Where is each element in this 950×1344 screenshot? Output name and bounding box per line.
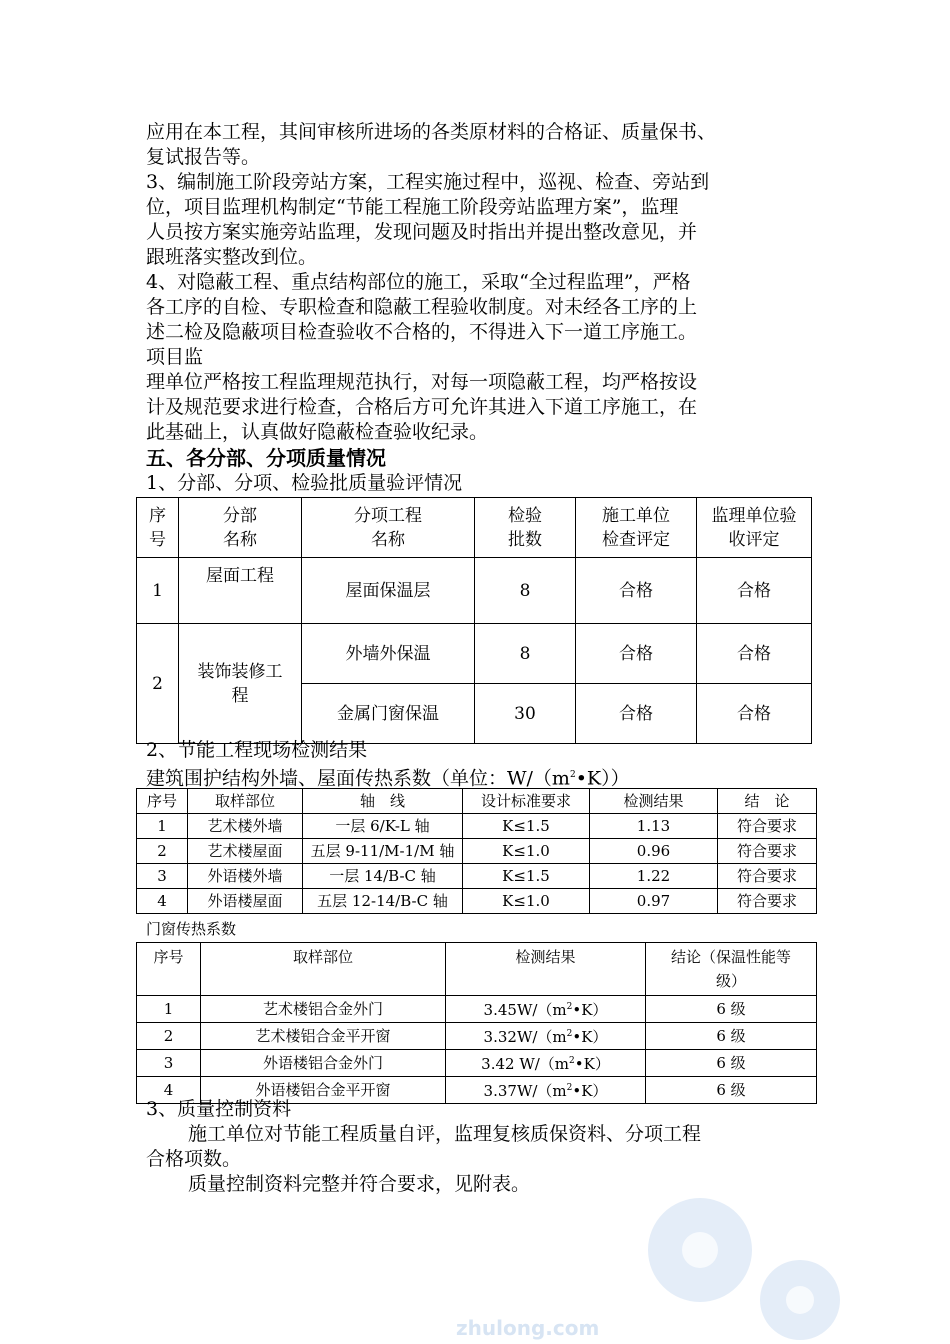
value-sup: 2 [566, 1029, 573, 1039]
section-3 [146, 1097, 816, 1197]
header-cell: 检测结果 [590, 789, 718, 814]
table-cell: 艺术楼屋面 [188, 839, 303, 864]
table-cell: 1.22 [590, 864, 718, 889]
table-cell: 一层 14/B-C 轴 [303, 864, 463, 889]
cell-contractor: 合格 [576, 624, 697, 684]
header-cell: 结 论 [718, 789, 817, 814]
cell-item: 屋面保温层 [302, 558, 475, 624]
table-cell: 2 [137, 839, 188, 864]
header-cell: 分项工程 名称 [302, 498, 475, 558]
header-cell: 分部 名称 [179, 498, 302, 558]
table-header-row [137, 943, 817, 996]
value-tail: •K） [572, 1001, 608, 1019]
value-sup: 2 [566, 1083, 573, 1093]
header-cell: 监理单位验 收评定 [697, 498, 812, 558]
intro-line: 3、编制施工阶段旁站方案，工程实施过程中，巡视、检查、旁站到 [146, 171, 710, 193]
value-text: 3.42 W/（m [481, 1055, 570, 1073]
intro-line: 位，项目监理机构制定“节能工程施工阶段旁站监理方案”，监理 [146, 196, 679, 218]
header-cell: 检验 批数 [475, 498, 576, 558]
table-row [137, 889, 817, 914]
cell-grade: 6 级 [646, 1023, 817, 1050]
cell-grade: 6 级 [646, 1050, 817, 1077]
cell-no: 4 [137, 1077, 201, 1104]
table-cell: K≤1.0 [463, 889, 590, 914]
table-cell: 艺术楼外墙 [188, 814, 303, 839]
sub1-title: 1、分部、分项、检验批质量验评情况 [146, 472, 463, 494]
intro-text [146, 120, 816, 496]
table-cell: K≤1.5 [463, 864, 590, 889]
table-cell: 1.13 [590, 814, 718, 839]
caption-text: 建筑围护结构外墙、屋面传热系数（单位：W/（m [146, 767, 570, 790]
intro-line: 跟班落实整改到位。 [146, 246, 318, 268]
watermark-snowflake-icon [640, 1190, 850, 1344]
caption-tail: •K）） [575, 767, 630, 790]
cell-no: 1 [137, 558, 179, 624]
table3-caption: 门窗传热系数 [146, 920, 237, 938]
cell-contractor: 合格 [576, 558, 697, 624]
cell-contractor: 合格 [576, 684, 697, 744]
cell-no: 1 [137, 996, 201, 1023]
cell-supervisor: 合格 [697, 684, 812, 744]
heat-transfer-table [136, 788, 817, 914]
cell-no: 3 [137, 1050, 201, 1077]
value-text: 3.37W/（m [483, 1082, 567, 1100]
watermark-text: zhulong.com [456, 1316, 600, 1340]
header-cell: 取样部位 [188, 789, 303, 814]
value-text: 3.45W/（m [483, 1001, 567, 1019]
table-row [137, 996, 817, 1023]
intro-line: 应用在本工程，其间审核所进场的各类原材料的合格证、质量保书、 [146, 121, 717, 143]
cell-supervisor: 合格 [697, 558, 812, 624]
intro-line: 4、对隐蔽工程、重点结构部位的施工，采取“全过程监理”，严格 [146, 271, 691, 293]
table-cell: 符合要求 [718, 889, 817, 914]
cell-location: 外语楼铝合金外门 [201, 1050, 446, 1077]
value-tail: •K） [574, 1055, 610, 1073]
cell-value [446, 1050, 646, 1077]
caption-sup: 2 [569, 770, 576, 780]
intro-line: 复试报告等。 [146, 146, 261, 168]
table-header-row [137, 498, 812, 558]
table-cell: 符合要求 [718, 839, 817, 864]
cell-batches: 8 [475, 624, 576, 684]
value-text: 3.32W/（m [483, 1028, 567, 1046]
cell-batches: 8 [475, 558, 576, 624]
sub3-para1-cont: 合格项数。 [146, 1148, 242, 1170]
section-heading: 五、各分部、分项质量情况 [146, 446, 386, 470]
header-cell: 序号 [137, 789, 188, 814]
cell-value [446, 1023, 646, 1050]
cell-location: 艺术楼铝合金外门 [201, 996, 446, 1023]
table-row [137, 624, 812, 684]
table-cell: 外语楼屋面 [188, 889, 303, 914]
value-tail: •K） [572, 1082, 608, 1100]
table-cell: 符合要求 [718, 814, 817, 839]
intro-line: 述二检及隐蔽项目检查验收不合格的，不得进入下一道工序施工。 [146, 321, 698, 343]
cell-supervisor: 合格 [697, 624, 812, 684]
sub3-para2: 质量控制资料完整并符合要求，见附表。 [188, 1173, 531, 1195]
table-cell: 外语楼外墙 [188, 864, 303, 889]
table-cell: 0.96 [590, 839, 718, 864]
table-header-row [137, 789, 817, 814]
cell-item: 金属门窗保温 [302, 684, 475, 744]
table-cell: 一层 6/K-L 轴 [303, 814, 463, 839]
header-cell: 轴 线 [303, 789, 463, 814]
header-cell: 设计标准要求 [463, 789, 590, 814]
value-sup: 2 [566, 1002, 573, 1012]
cell-no: 2 [137, 1023, 201, 1050]
header-cell: 结论（保温性能等 级） [646, 943, 817, 996]
sub3-para1: 施工单位对节能工程质量自评，监理复核质保资料、分项工程 [188, 1123, 702, 1145]
sub3-title: 3、质量控制资料 [146, 1098, 292, 1120]
table-cell: 五层 9-11/M-1/M 轴 [303, 839, 463, 864]
table-row [137, 558, 812, 624]
value-tail: •K） [572, 1028, 608, 1046]
header-cell: 取样部位 [201, 943, 446, 996]
table-cell: 符合要求 [718, 864, 817, 889]
table-row [137, 1023, 817, 1050]
cell-location: 艺术楼铝合金平开窗 [201, 1023, 446, 1050]
table-cell: 4 [137, 889, 188, 914]
intro-line: 项目监 [146, 346, 204, 368]
cell-division: 屋面工程 [179, 558, 302, 624]
intro-line: 理单位严格按工程监理规范执行，对每一项隐蔽工程，均严格按设 [146, 371, 698, 393]
intro-line: 人员按方案实施旁站监理，发现问题及时指出并提出整改意见，并 [146, 221, 698, 243]
header-cell: 序 号 [137, 498, 179, 558]
table-row [137, 814, 817, 839]
cell-batches: 30 [475, 684, 576, 744]
intro-line: 各工序的自检、专职检查和隐蔽工程验收制度。对未经各工序的上 [146, 296, 698, 318]
sub2-title: 2、节能工程现场检测结果 [146, 739, 368, 761]
cell-location: 外语楼铝合金平开窗 [201, 1077, 446, 1104]
table-cell: 五层 12-14/B-C 轴 [303, 889, 463, 914]
window-table [136, 942, 817, 1104]
table-row [137, 864, 817, 889]
header-cell: 施工单位 检查评定 [576, 498, 697, 558]
cell-item: 外墙外保温 [302, 624, 475, 684]
intro-line: 此基础上，认真做好隐蔽检查验收纪录。 [146, 421, 489, 443]
cell-grade: 6 级 [646, 996, 817, 1023]
value-sup: 2 [569, 1056, 575, 1066]
table-cell: 0.97 [590, 889, 718, 914]
table-row [137, 1050, 817, 1077]
cell-grade: 6 级 [646, 1077, 817, 1104]
cell-value [446, 996, 646, 1023]
table-cell: K≤1.0 [463, 839, 590, 864]
table-cell: 1 [137, 814, 188, 839]
table-cell: 3 [137, 864, 188, 889]
quality-table [136, 497, 812, 744]
header-cell: 检测结果 [446, 943, 646, 996]
intro-line: 计及规范要求进行检查，合格后方可允许其进入下道工序施工，在 [146, 396, 698, 418]
table-cell: K≤1.5 [463, 814, 590, 839]
cell-division: 装饰装修工 程 [179, 624, 302, 744]
table-row [137, 839, 817, 864]
cell-no: 2 [137, 624, 179, 744]
header-cell: 序号 [137, 943, 201, 996]
